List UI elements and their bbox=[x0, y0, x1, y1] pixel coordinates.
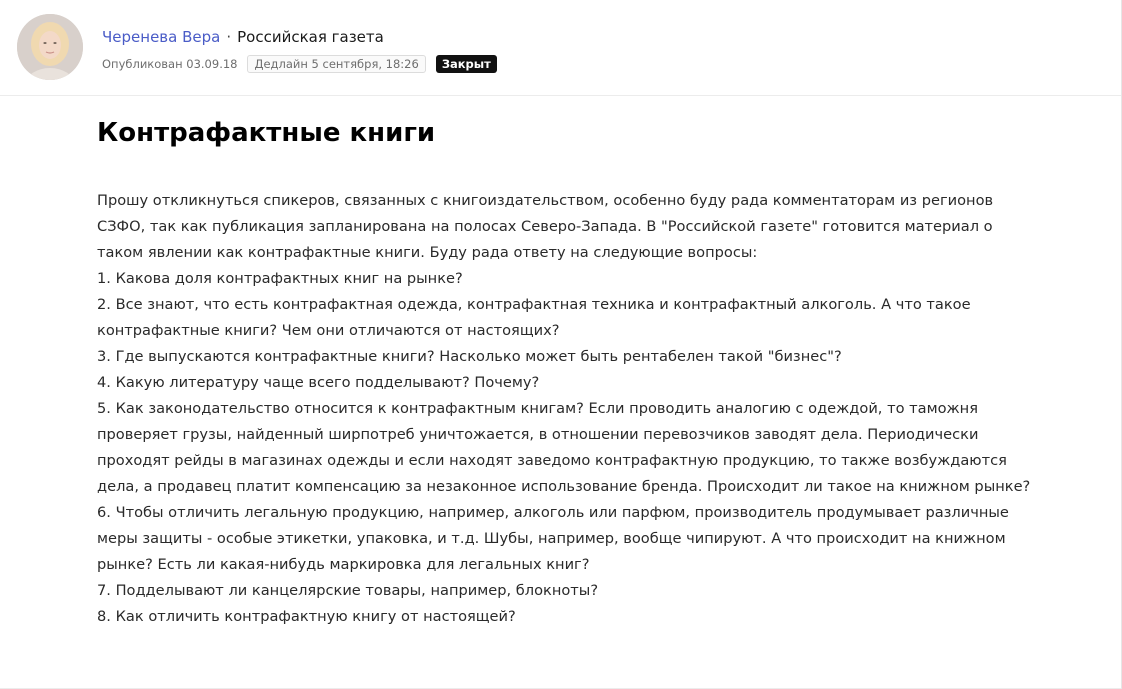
author-line bbox=[102, 26, 384, 48]
request-body bbox=[97, 188, 1037, 630]
question-3: 3. Где выпускаются контрафактные книги? Насколько может быть рентабелен такой "бизнес"? bbox=[97, 348, 842, 365]
question-2: 2. Все знают, что есть контрафактная одежда, контрафактная техника и контрафактный алкоголь. А что такое контрафактные книги? Чем они отличаются от настоящих? bbox=[97, 296, 971, 339]
request-title: Контрафактные книги bbox=[97, 118, 436, 148]
deadline-badge: Дедлайн 5 сентября, 18:26 bbox=[247, 55, 425, 73]
published-date: Опубликован 03.09.18 bbox=[102, 57, 238, 71]
question-6: 6. Чтобы отличить легальную продукцию, например, алкоголь или парфюм, производитель продумывает различные меры защиты - особые этикетки, упаковка, и т.д. Шубы, например, вообще чипируют. А что происходит на книжном рынке? Есть ли какая-нибудь маркировка для легальных книг? bbox=[97, 504, 1009, 573]
avatar[interactable] bbox=[17, 14, 83, 80]
question-7: 7. Подделывают ли канцелярские товары, например, блокноты? bbox=[97, 582, 599, 599]
request-header bbox=[0, 0, 1121, 96]
question-4: 4. Какую литературу чаще всего подделывают? Почему? bbox=[97, 374, 540, 391]
question-5: 5. Как законодательство относится к контрафактным книгам? Если проводить аналогию с одеждой, то таможня проверяет грузы, найденный ширпотреб уничтожается, в отношении перевозчиков заводят дела. Периодически проходят рейды в магазинах одежды и если находят заведомо контрафактную продукцию, то также возбуждаются дела, а продавец платит компенсацию за незаконное использование бренда. Происходит ли такое на книжном рынке? bbox=[97, 400, 1031, 495]
outlet-name: Российская газета bbox=[237, 28, 384, 46]
author-name-link[interactable]: Черенева Вера bbox=[102, 28, 221, 46]
question-8: 8. Как отличить контрафактную книгу от настоящей? bbox=[97, 608, 516, 625]
question-1: 1. Какова доля контрафактных книг на рынке? bbox=[97, 270, 463, 287]
status-badge: Закрыт bbox=[436, 55, 497, 73]
meta-line bbox=[102, 54, 497, 74]
author-separator: · bbox=[226, 28, 232, 46]
body-paragraph-intro: Прошу откликнуться спикеров, связанных с книгоиздательством, особенно буду рада комментаторам из регионов СЗФО, так как публикация запланирована на полосах Северо-Запада. В "Российской газете" готовится материал о таком явлении как контрафактные книги. Буду рада ответу на следующие вопросы: bbox=[97, 192, 994, 261]
avatar-photo bbox=[17, 14, 83, 80]
